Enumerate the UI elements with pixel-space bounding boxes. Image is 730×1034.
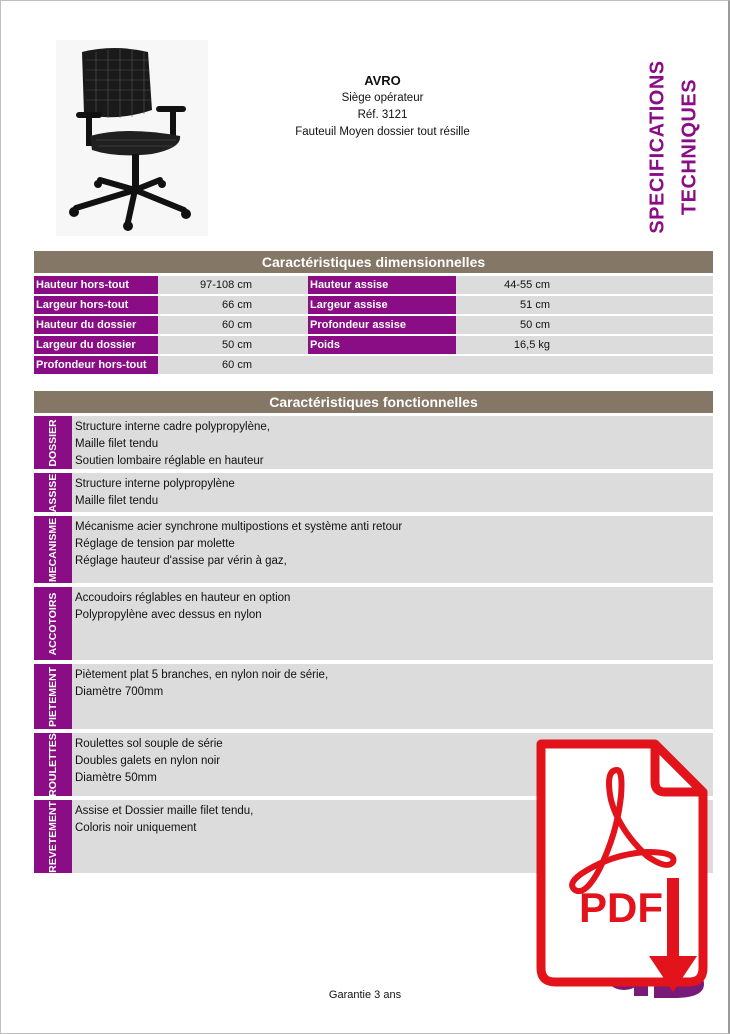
dim-label: Profondeur hors-tout — [34, 356, 158, 374]
side-title — [644, 44, 706, 250]
section-line: Soutien lombaire réglable en hauteur — [75, 455, 264, 467]
section-label: MECANISME — [47, 517, 59, 582]
dim-value: 50 cm — [520, 319, 550, 331]
dim-value: 44-55 cm — [504, 279, 550, 291]
section-assise — [34, 473, 713, 512]
section-line: Coloris noir uniquement — [75, 822, 197, 834]
section-line: Doubles galets en nylon noir — [75, 755, 221, 767]
section-line: Structure interne cadre polypropylène, — [75, 421, 270, 433]
pdf-download-icon[interactable] — [527, 730, 713, 996]
section-label: DOSSIER — [47, 418, 59, 467]
dim-value: 50 cm — [222, 339, 252, 351]
table-row — [34, 276, 713, 294]
dim-value: 60 cm — [222, 359, 252, 371]
section-line: Diamètre 50mm — [75, 772, 157, 784]
pdf-label: PDF — [579, 884, 663, 931]
section-mecanisme — [34, 516, 713, 583]
section-line: Réglage de tension par molette — [75, 538, 235, 550]
side-title-specifications: SPECIFICATIONS — [646, 60, 669, 234]
section-accotoirs — [34, 587, 713, 660]
product-description: Fauteuil Moyen dossier tout résille — [295, 126, 470, 138]
product-header — [250, 72, 515, 141]
product-reference: Réf. 3121 — [357, 109, 408, 121]
section-line: Mécanisme acier synchrone multipostions et système anti retour — [75, 521, 403, 533]
section-line: Diamètre 700mm — [75, 686, 164, 698]
dim-label: Hauteur assise — [308, 276, 456, 294]
dim-value: 51 cm — [520, 299, 550, 311]
table-row — [34, 296, 713, 314]
section-label: ACCOTOIRS — [47, 592, 59, 655]
dim-label: Hauteur du dossier — [34, 316, 158, 334]
section-label: ASSISE — [47, 473, 59, 512]
section-line: Assise et Dossier maille filet tendu, — [75, 805, 254, 817]
section-line: Maille filet tendu — [75, 438, 159, 450]
dim-label: Largeur assise — [308, 296, 456, 314]
dim-value: 66 cm — [222, 299, 252, 311]
section-line: Piètement plat 5 branches, en nylon noir de série, — [75, 669, 329, 681]
section-line: Accoudoirs réglables en hauteur en option — [75, 592, 291, 604]
warranty-footer: Garantie 3 ans — [328, 989, 402, 1001]
section-line: Roulettes sol souple de série — [75, 738, 223, 750]
dim-value: 60 cm — [222, 319, 252, 331]
section-pietement — [34, 664, 713, 729]
dim-label: Poids — [308, 336, 456, 354]
dim-label: Profondeur assise — [308, 316, 456, 334]
section-label: REVETEMENT — [47, 800, 59, 873]
product-name: AVRO — [364, 73, 401, 88]
dim-label: Hauteur hors-tout — [34, 276, 158, 294]
dim-value: 97-108 cm — [200, 279, 252, 291]
section-line: Polypropylène avec dessus en nylon — [75, 609, 262, 621]
section-label: ROULETTES — [47, 732, 59, 797]
side-title-techniques: TECHNIQUES — [678, 78, 701, 216]
section-label: PIETEMENT — [47, 666, 59, 727]
section-line: Réglage hauteur d'assise par vérin à gaz, — [75, 555, 287, 567]
section-dossier — [34, 416, 713, 469]
section-line: Maille filet tendu — [75, 495, 159, 507]
dimensions-title-bar: Caractéristiques dimensionnelles — [34, 251, 713, 273]
dim-value: 16,5 kg — [513, 339, 550, 351]
chair-image — [56, 40, 208, 236]
dim-label: Largeur hors-tout — [34, 296, 158, 314]
table-row — [34, 356, 713, 374]
dim-label: Largeur du dossier — [34, 336, 158, 354]
table-row — [34, 316, 713, 334]
functional-title-bar: Caractéristiques fonctionnelles — [34, 391, 713, 413]
table-row — [34, 336, 713, 354]
product-type: Siège opérateur — [341, 92, 424, 104]
section-line: Structure interne polypropylène — [75, 478, 235, 490]
